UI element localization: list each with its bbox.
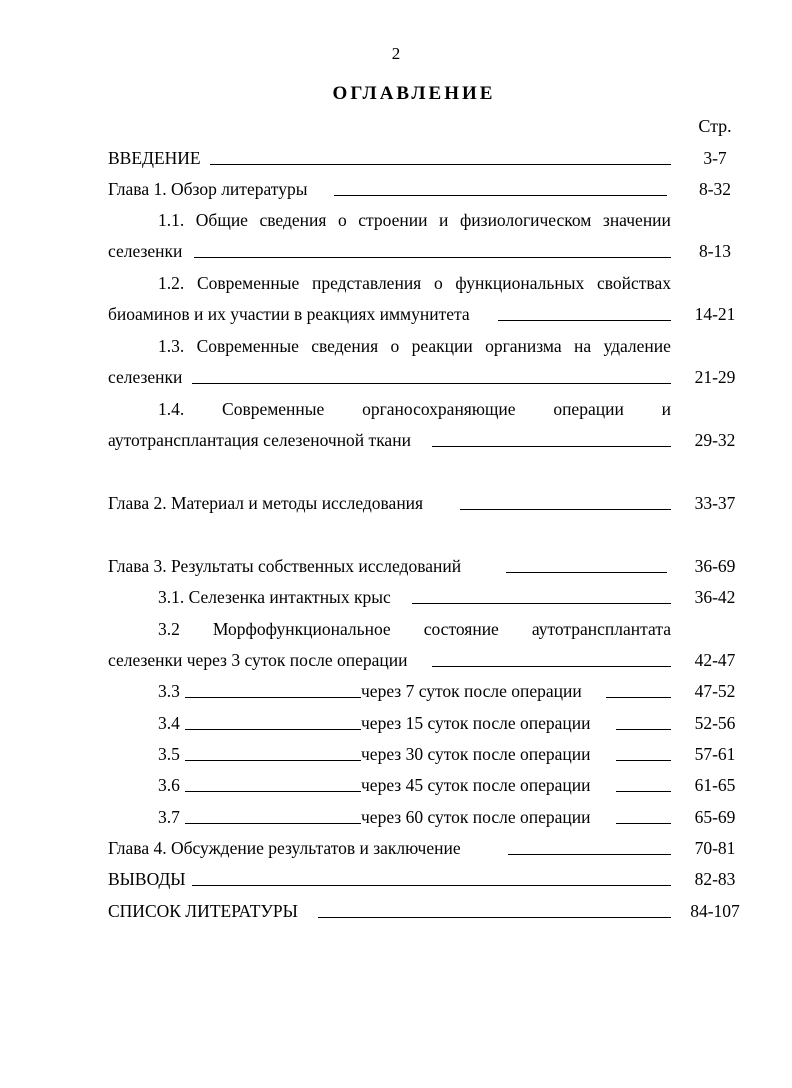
leader-line [210,145,671,165]
toc-entry-pages: 84-107 [690,901,740,921]
toc-entry-label: Глава 4. Обсуждение результатов и заключение [108,838,461,858]
word: состояние [423,619,499,639]
leader-line [185,678,361,698]
toc-entry-number: 3.7 [158,807,180,827]
word: Морфофункциональное [212,619,391,639]
toc-entry-s34 [158,710,671,736]
toc-entry-label: селезенки [108,241,183,261]
word: строении [358,210,428,230]
toc-entry-s35 [158,741,671,767]
toc-entry-s33 [158,678,671,704]
word: о [390,336,400,356]
word: организма [485,336,562,356]
word: органосохраняющие [362,399,516,419]
leader-line [616,804,671,824]
leader-line [616,741,671,761]
leader-line [192,866,671,886]
word: Современные [196,336,299,356]
toc-entry-pages: 36-42 [694,587,736,607]
leader-line [334,176,667,196]
toc-title: ОГЛАВЛЕНИЕ [332,83,496,104]
toc-entry-s12-line2 [108,301,671,327]
toc-entry-references [108,898,671,924]
page-number: 2 [391,44,401,63]
word: и [661,399,671,419]
toc-entry-pages: 8-13 [698,241,732,261]
leader-line [185,772,361,792]
word: 1.1. [158,210,185,230]
toc-entry-s32-line2 [108,647,671,673]
leader-line [506,553,667,573]
toc-entry-pages: 65-69 [694,807,736,827]
toc-entry-pages: 29-32 [694,430,736,450]
toc-entry-label: ВВЕДЕНИЕ [108,148,201,168]
leader-line [432,647,671,667]
toc-entry-label: Глава 1. Обзор литературы [108,179,308,199]
toc-entry-label: через 30 суток после операции [361,744,591,764]
leader-line [185,710,361,730]
word: функциональных [455,273,585,293]
toc-entry-pages: 3-7 [703,148,727,168]
toc-entry-number: 3.4 [158,713,180,733]
toc-entry-label: через 60 суток после операции [361,807,591,827]
toc-entry-s36 [158,772,671,798]
word: о [433,273,443,293]
word: удаление [603,336,671,356]
toc-entry-pages: 8-32 [698,179,732,199]
toc-entry-label: через 7 суток после операции [361,681,582,701]
leader-line [318,898,671,918]
toc-entry-label: СПИСОК ЛИТЕРАТУРЫ [108,901,298,921]
leader-line [616,710,671,730]
toc-entry-label: через 15 суток после операции [361,713,591,733]
toc-entry-pages: 36-69 [694,556,736,576]
toc-entry-ch3 [108,553,667,579]
leader-line [616,772,671,792]
word: аутотрансплантата [531,619,671,639]
toc-entry-pages: 42-47 [694,650,736,670]
word: операции [553,399,624,419]
word: и [439,210,449,230]
toc-entry-s11-line2 [108,238,671,264]
toc-entry-s11-line1 [158,207,671,233]
leader-line [508,835,671,855]
toc-entry-label: биоаминов и их участии в реакциях иммунитета [108,304,470,324]
toc-entry-s12-line1 [158,270,671,296]
pages-column-header: Стр. [698,116,732,136]
leader-line [606,678,671,698]
toc-entry-pages: 70-81 [694,838,736,858]
word: значении [602,210,671,230]
word: реакции [411,336,473,356]
toc-entry-ch4 [108,835,671,861]
toc-entry-pages: 21-29 [694,367,736,387]
toc-entry-pages: 61-65 [694,775,736,795]
word: Современные [222,399,325,419]
toc-entry-label: селезенки [108,367,183,387]
word: физиологическом [459,210,592,230]
toc-entry-label: Глава 2. Материал и методы исследования [108,493,424,513]
word: свойствах [596,273,671,293]
toc-entry-s14-line2 [108,427,671,453]
word: Современные [196,273,300,293]
word: на [573,336,592,356]
toc-entry-label: селезенки через 3 суток после операции [108,650,408,670]
toc-entry-ch2 [108,490,671,516]
leader-line [460,490,671,510]
word: 3.2 [158,619,180,639]
leader-line [412,584,671,604]
toc-entry-label: аутотрансплантация селезеночной ткани [108,430,411,450]
word: Общие [195,210,248,230]
word: сведения [311,336,379,356]
word: о [337,210,347,230]
toc-entry-s37 [158,804,671,830]
toc-entry-s13-line2 [108,364,671,390]
leader-line [192,364,671,384]
word: 1.2. [158,273,185,293]
word: сведения [259,210,327,230]
toc-entry-s31 [158,584,671,610]
leader-line [498,301,671,321]
toc-entry-pages: 52-56 [694,713,736,733]
toc-entry-ch1 [108,176,667,202]
toc-entry-pages: 82-83 [694,869,736,889]
toc-entry-pages: 47-52 [694,681,736,701]
leader-line [185,741,361,761]
toc-entry-label: ВЫВОДЫ [108,869,186,889]
word: представления [311,273,422,293]
word: 1.4. [158,399,185,419]
toc-entry-label: Глава 3. Результаты собственных исследований [108,556,462,576]
toc-entry-label: через 45 суток после операции [361,775,591,795]
toc-entry-pages: 33-37 [694,493,736,513]
leader-line [432,427,671,447]
toc-entry-pages: 57-61 [694,744,736,764]
toc-entry-conclusions [108,866,671,892]
toc-entry-s13-line1 [158,333,671,359]
toc-entry-label: 3.1. Селезенка интактных крыс [158,587,391,607]
toc-entry-s14-line1 [158,396,671,422]
toc-entry-s32-line1 [158,616,671,642]
toc-entry-number: 3.5 [158,744,180,764]
leader-line [185,804,361,824]
toc-entry-number: 3.6 [158,775,180,795]
toc-entry-pages: 14-21 [694,304,736,324]
toc-entry-intro [108,145,671,171]
toc-entry-number: 3.3 [158,681,180,701]
word: 1.3. [158,336,185,356]
leader-line [194,238,671,258]
